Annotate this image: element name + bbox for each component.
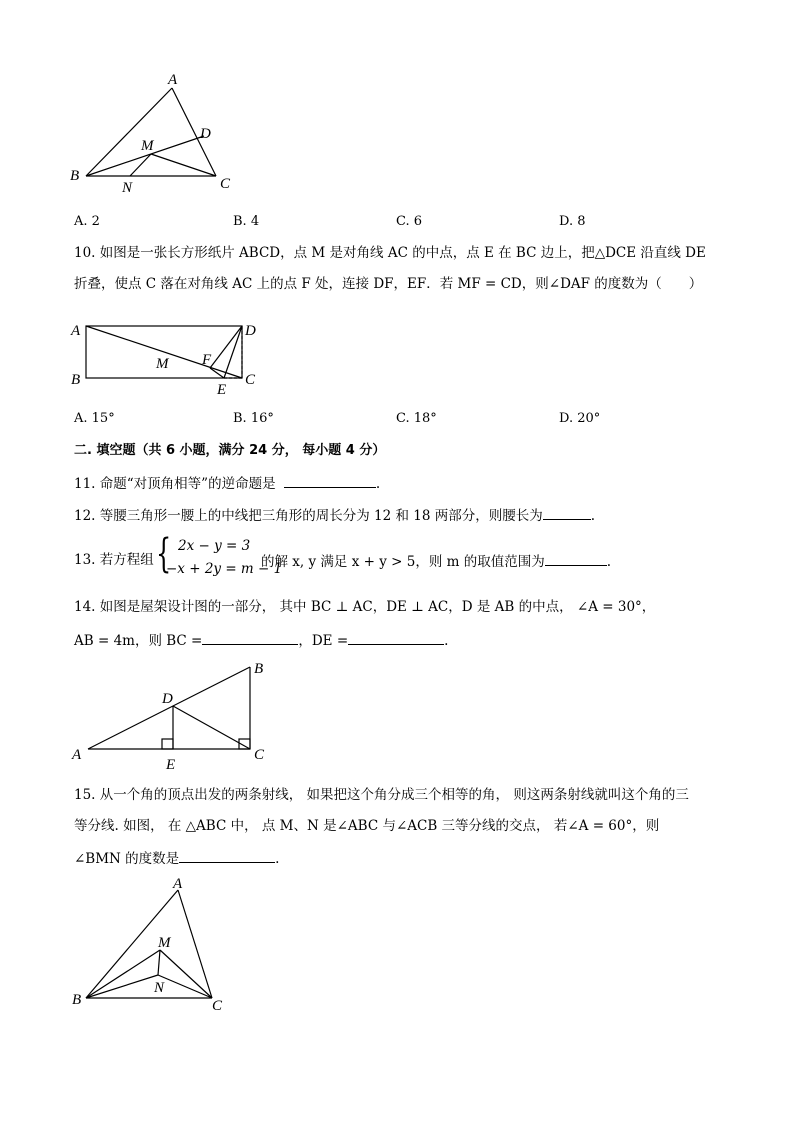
q11-end: . xyxy=(375,476,381,492)
q15-triangle-figure xyxy=(66,876,246,1016)
q13-suffix: 的解 x, y 满足 x + y > 5，则 m 的取值范围为 xyxy=(261,554,545,570)
q14-label-e: E xyxy=(166,757,176,773)
q11-answer-blank[interactable] xyxy=(284,473,376,488)
q9-label-b: B xyxy=(70,168,80,184)
q9-label-m: M xyxy=(141,138,154,154)
q13-system-brace: { xyxy=(156,531,172,577)
q10-label-e: E xyxy=(217,382,227,398)
q15-text-line2: 等分线. 如图， 在 △ABC 中， 点 M、N 是∠ABC 与∠ACB 三等分线的交点， 若∠A = 60°，则 xyxy=(74,818,660,834)
q15-label-m: M xyxy=(158,935,171,951)
q14-label-c: C xyxy=(254,747,265,763)
q15-answer-blank[interactable] xyxy=(179,848,275,863)
q12-answer-blank[interactable] xyxy=(543,505,591,520)
q14-text-line2 xyxy=(74,630,448,650)
q15-text-line1: 15. 从一个角的顶点出发的两条射线， 如果把这个角分成三个相等的角， 则这两条射线就叫这个角的三 xyxy=(74,787,689,803)
q14-end: . xyxy=(444,633,449,649)
q14-given: AB = 4m，则 BC = xyxy=(74,633,203,649)
q10-text-line2: 折叠，使点 C 落在对角线 AC 上的点 F 处，连接 DF，EF．若 MF = CD，则∠DAF 的度数为（ ） xyxy=(74,276,703,292)
q15-text-line3 xyxy=(74,848,279,868)
q9-label-n: N xyxy=(122,180,133,196)
q14-de-answer-blank[interactable] xyxy=(348,630,444,645)
q11-text: 11. 命题“对顶角相等”的逆命题是 xyxy=(74,476,276,492)
q10-label-d: D xyxy=(245,323,256,339)
q9-label-a: A xyxy=(168,72,178,88)
q10-label-f: F xyxy=(202,352,212,368)
q9-option-c: C. 6 xyxy=(396,214,423,229)
q13-equation-2: −x + 2y = m − 1 xyxy=(166,561,283,577)
q15-end: . xyxy=(275,851,280,867)
q10-rectangle-figure xyxy=(66,318,276,398)
q9-option-d: D. 8 xyxy=(559,214,586,229)
q12-text: 12. 等腰三角形一腰上的中线把三角形的周长分为 12 和 18 两部分，则腰长为 xyxy=(74,508,543,524)
q10-label-c: C xyxy=(245,372,256,388)
q15-label-b: B xyxy=(72,992,82,1008)
q11-question xyxy=(74,473,380,493)
q14-label-b: B xyxy=(254,661,264,677)
q12-end: . xyxy=(590,508,596,524)
q14-de-label: ，DE = xyxy=(298,633,349,649)
q14-roof-figure xyxy=(66,655,276,775)
q10-option-d: D. 20° xyxy=(559,411,601,426)
q14-bc-answer-blank[interactable] xyxy=(202,630,298,645)
q10-text-line1: 10. 如图是一张长方形纸片 ABCD，点 M 是对角线 AC 的中点，点 E 在 BC 边上，把△DCE 沿直线 DE xyxy=(74,245,706,261)
q13-prefix: 13. 若方程组 xyxy=(74,552,154,568)
q9-label-d: D xyxy=(200,126,211,142)
q10-label-b: B xyxy=(71,372,81,388)
q9-triangle-figure xyxy=(66,70,246,200)
q14-label-a: A xyxy=(72,747,82,763)
q13-end: . xyxy=(606,554,611,570)
q9-option-b: B. 4 xyxy=(233,214,260,229)
q10-option-c: C. 18° xyxy=(396,411,437,426)
q15-label-c: C xyxy=(212,998,223,1014)
q9-label-c: C xyxy=(220,176,231,192)
q10-option-a: A. 15° xyxy=(74,411,115,426)
q10-label-a: A xyxy=(71,323,81,339)
q15-label-n: N xyxy=(154,980,165,996)
q15-label-a: A xyxy=(173,876,183,892)
q10-option-b: B. 16° xyxy=(233,411,274,426)
q10-label-m: M xyxy=(156,356,169,372)
q13-answer-blank[interactable] xyxy=(545,551,607,566)
q13-question-tail xyxy=(261,551,611,571)
q15-text: ∠BMN 的度数是 xyxy=(74,851,180,867)
q14-label-d: D xyxy=(162,691,173,707)
section-2-title: 二. 填空题（共 6 小题，满分 24 分， 每小题 4 分） xyxy=(74,443,386,458)
q13-equation-1: 2x − y = 3 xyxy=(178,538,251,554)
q9-option-a: A. 2 xyxy=(74,214,100,229)
q12-question xyxy=(74,505,595,525)
q14-text-line1: 14. 如图是屋架设计图的一部分， 其中 BC ⊥ AC，DE ⊥ AC，D 是 AB 的中点， ∠A = 30°， xyxy=(74,599,656,615)
